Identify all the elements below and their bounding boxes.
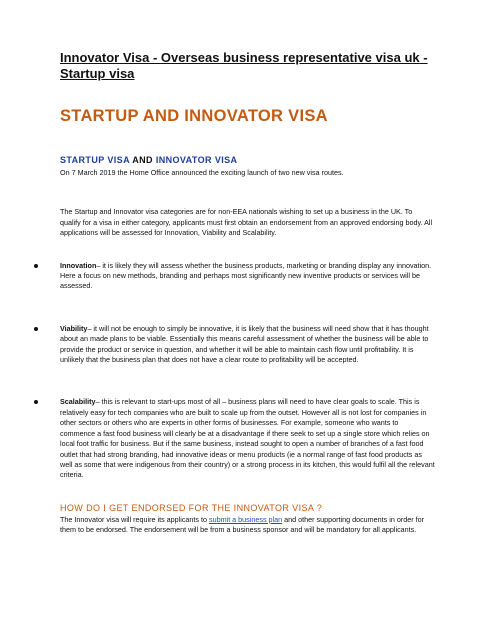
criterion-text: – it is likely they will assess whether the business products, marketing or branding display any innovation. Here a focus on new methods, branding and perhaps most significantly new inventive products or services will be assessed. [60,260,432,291]
overseas-business-visa-link[interactable]: Overseas business representative visa uk [160,50,420,65]
criterion-term: Scalability [60,397,96,407]
document-page [60,50,435,536]
header-links [60,50,435,82]
header-separator: - [149,50,161,65]
endorsement-text-after: and other supporting documents in order for them to be endorsed. The endorsement will be from a business sponsor and will be mandatory for all applicants. [60,514,424,535]
endorsement-paragraph [60,515,435,536]
list-item [60,324,435,366]
bullet-icon [34,327,38,331]
list-item [60,261,435,292]
criterion-term: Viability [60,323,88,333]
subheading-part1: STARTUP VISA [60,155,130,165]
criteria-list [60,261,435,481]
endorsement-heading: HOW DO I GET ENDORSED FOR THE INNOVATOR VISA ? [60,502,323,513]
endorsement-text-before: The Innovator visa will require its applicants to [60,514,210,524]
criterion-text: – it will not be enough to simply be innovative, it is likely that the business will need show that it has thought about an made plans to be viable. Essentially this means careful assessment of whether the business will be able to provide the product or service in question, and whether it will be able to maintain cash flow until profitability. It is unlikely that the business plan that does not have a clear route to profitability will be accepted. [60,323,429,365]
list-item [60,397,435,480]
intro-paragraph: On 7 March 2019 the Home Office announced the exciting launch of two new visa routes. [60,168,344,177]
header-separator: - [419,50,428,65]
startup-visa-link[interactable]: Startup visa [60,66,135,81]
eligibility-paragraph: The Startup and Innovator visa categories are for non-EEA nationals wishing to set up a business in the UK. To qualify for a visa in either category, applicants must first obtain an endorsement from an approved endorsing body. All applications will be assessed for Innovation, Viability and Scalability. [60,207,433,238]
innovator-visa-link[interactable]: Innovator Visa [60,50,150,65]
business-plan-link[interactable]: submit a business plan [209,514,283,524]
page-title: STARTUP AND INNOVATOR VISA [60,107,328,125]
subheading-part2: INNOVATOR VISA [155,155,238,165]
bullet-icon [34,264,38,268]
criterion-term: Innovation [60,260,97,270]
subheading-and: AND [129,155,156,165]
criterion-text: – this is relevant to start-ups most of all – business plans will need to have clear goals to scale. This is relatively easy for tech companies who are built to scale up from the outset. However all is not lost for companies in other sectors or others who are experts in other forms of businesses. For example, someone who wants to commence a fast food business will clearly be at a disadvantage if there seek to set up a single store which relies on local foot traffic for business. But if the same business, instead sought to open a number of branches of a fast food outlet that had strong branding, had innovative ideas or menu products (ie a normal range of fast food products as well as some that were indigenous from their country) or a strong process in its kitchen, this would fulfil all the relevant criteria. [60,397,435,480]
section-heading [60,155,435,166]
bullet-icon [34,400,38,404]
